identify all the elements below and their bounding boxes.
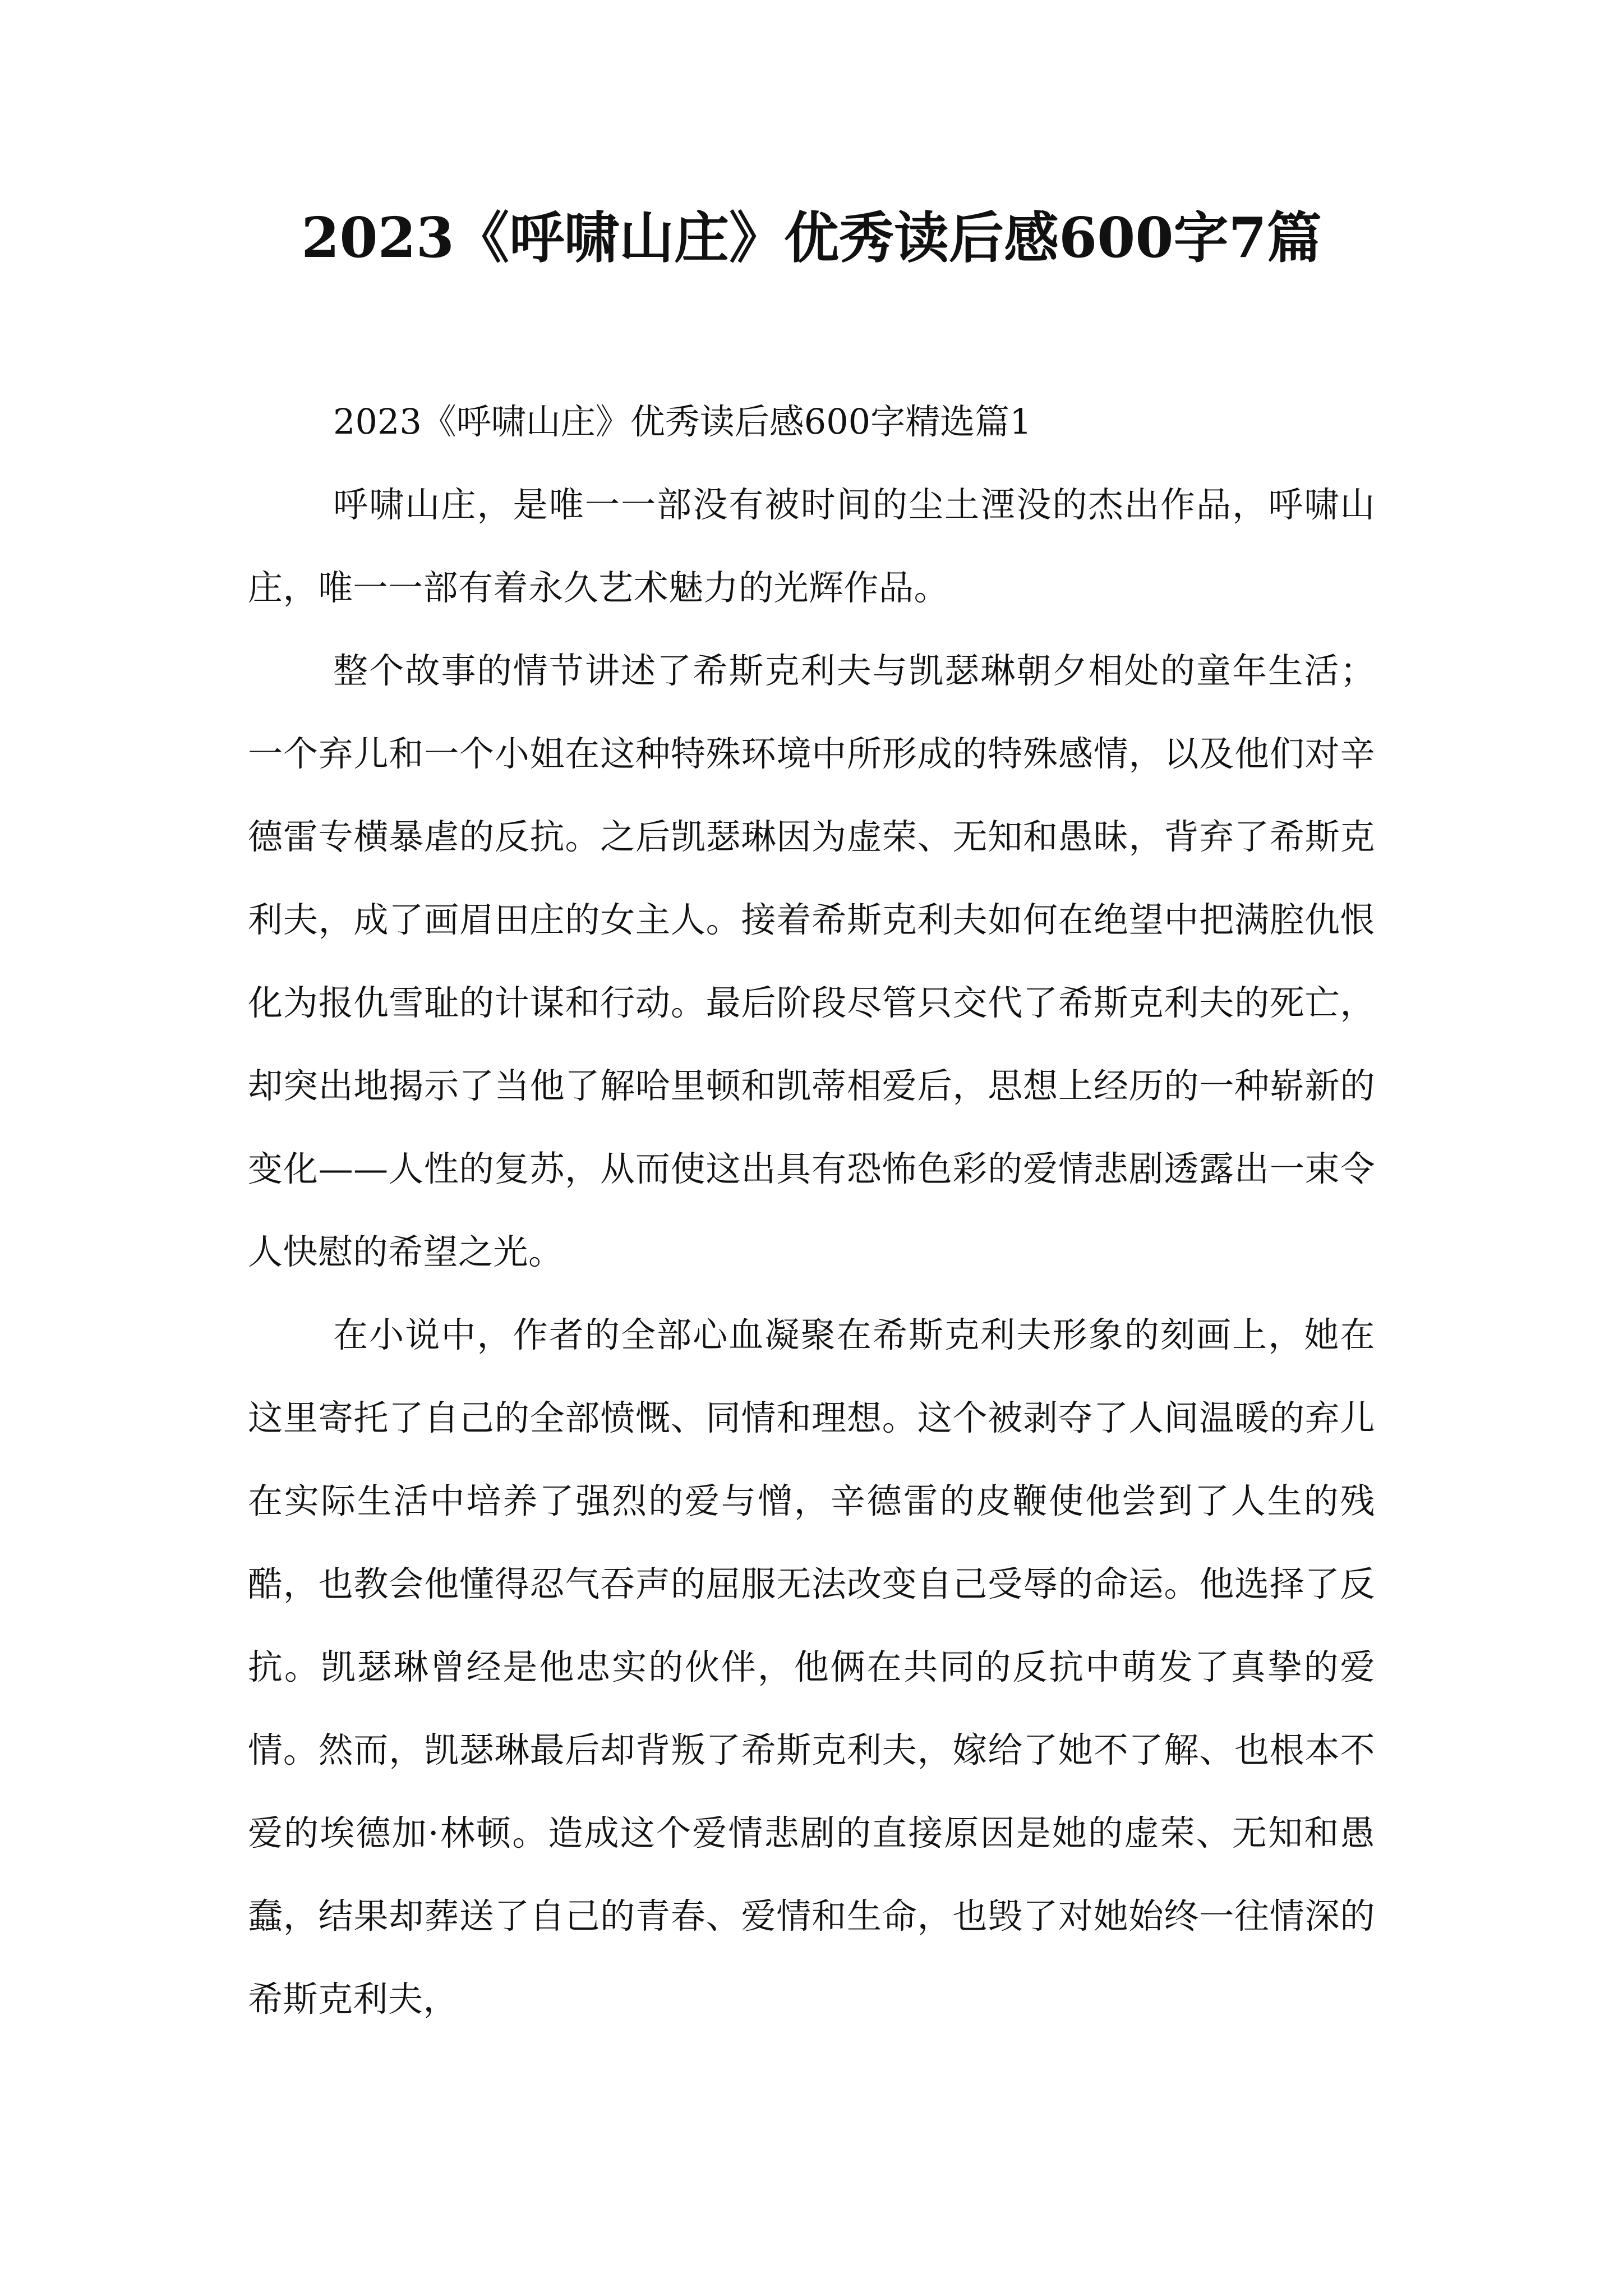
section-heading: 2023《呼啸山庄》优秀读后感600字精选篇1: [333, 401, 1032, 442]
paragraph-intro: 呼啸山庄，是唯一一部没有被时间的尘土湮没的杰出作品，呼啸山庄，唯一一部有着永久艺术魅力的光辉作品。: [248, 484, 1375, 608]
paragraph-character-analysis: 在小说中，作者的全部心血凝聚在希斯克利夫形象的刻画上，她在这里寄托了自己的全部愤慨、同情和理想。这个被剥夺了人间温暖的弃儿在实际生活中培养了强烈的爱与憎，辛德雷的皮鞭使他尝到了人生的残酷，也教会他懂得忍气吞声的屈服无法改变自己受辱的命运。他选择了反抗。凯瑟琳曾经是他忠实的伙伴，他俩在共同的反抗中萌发了真挚的爱情。然而，凯瑟琳最后却背叛了希斯克利夫，嫁给了她不了解、也根本不爱的埃德加·林顿。造成这个爱情悲剧的直接原因是她的虚荣、无知和愚蠢，结果却葬送了自己的青春、爱情和生命，也毁了对她始终一往情深的希斯克利夫，: [248, 1314, 1375, 2019]
document-body: [248, 380, 1375, 2041]
document-title: 2023《呼啸山庄》优秀读后感600字7篇: [301, 206, 1322, 270]
paragraph-plot-summary: 整个故事的情节讲述了希斯克利夫与凯瑟琳朝夕相处的童年生活；一个弃儿和一个小姐在这种特殊环境中所形成的特殊感情，以及他们对辛德雷专横暴虐的反抗。之后凯瑟琳因为虚荣、无知和愚昧，背弃了希斯克利夫，成了画眉田庄的女主人。接着希斯克利夫如何在绝望中把满腔仇恨化为报仇雪耻的计谋和行动。最后阶段尽管只交代了希斯克利夫的死亡，却突出地揭示了当他了解哈里顿和凯蒂相爱后，思想上经历的一种崭新的变化——人性的复苏，从而使这出具有恐怖色彩的爱情悲剧透露出一束令人快慰的希望之光。: [248, 650, 1375, 1272]
